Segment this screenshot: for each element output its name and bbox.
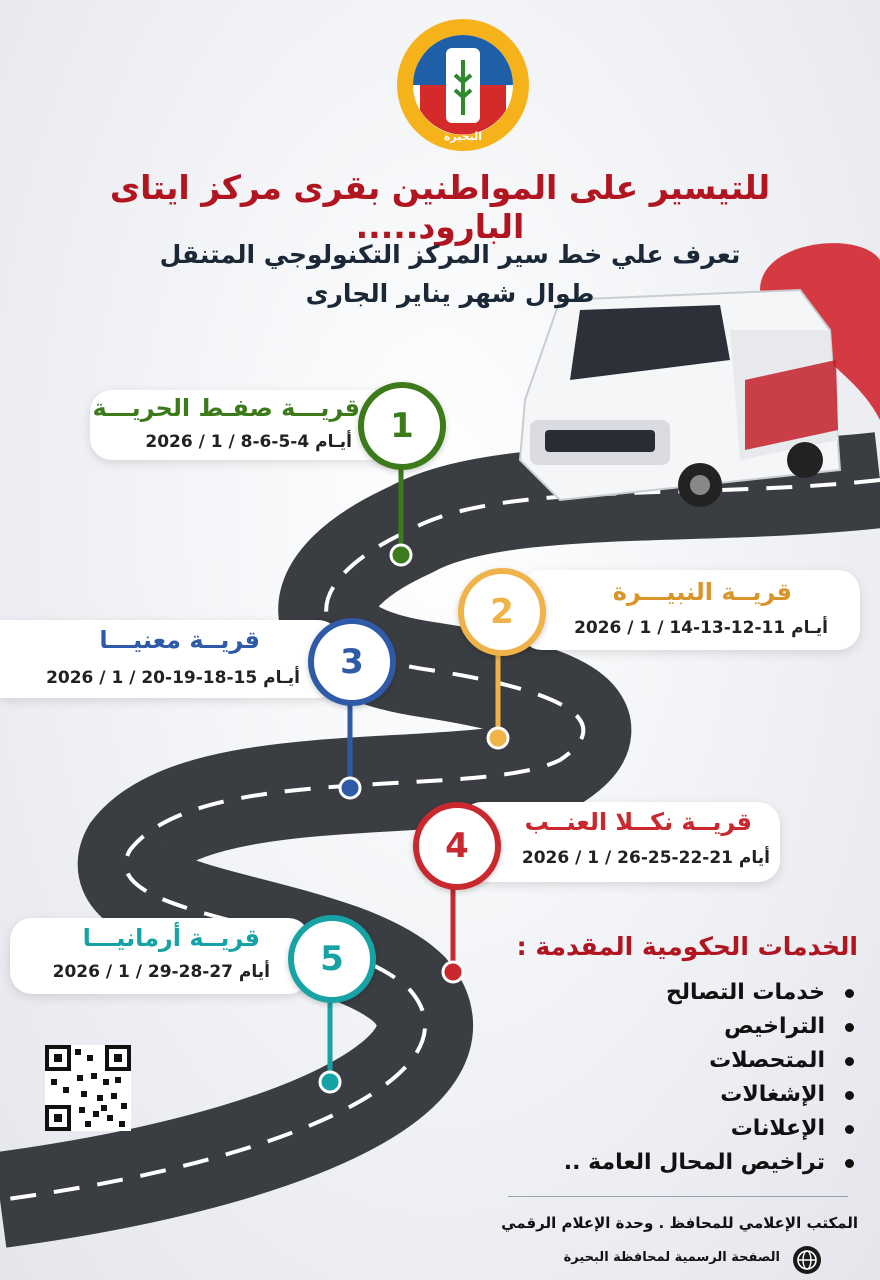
service-item: المتحصلات xyxy=(494,1044,854,1078)
stop-card-3 xyxy=(0,620,340,698)
bullet-icon xyxy=(845,1091,854,1100)
stop-card-2 xyxy=(520,570,860,650)
stop-dates: أيام 21-22-25-26 / 1 / 2026 xyxy=(521,848,770,868)
stop-village-name: قريــة النبيـــرة xyxy=(612,578,792,606)
stop-village-name: قريـــة صفـط الحريـــة xyxy=(92,394,360,422)
subtitle-line-2: طوال شهر يناير الجارى xyxy=(305,279,595,308)
van-illustration xyxy=(520,290,840,507)
bullet-icon xyxy=(845,1057,854,1066)
stop-village-name: قريــة معنيـــا xyxy=(99,626,260,654)
stop-number-2: 2 xyxy=(458,568,546,656)
stop-number-5: 5 xyxy=(288,915,376,1003)
stop-dates: أيـام 11-12-13-14 / 1 / 2026 xyxy=(574,618,828,638)
page-title: للتيسير على المواطنين بقرى مركز ايتاى البارود..... xyxy=(109,168,771,246)
qr-code xyxy=(45,1045,131,1131)
logo-caption: البحيرة xyxy=(443,130,483,143)
stop-number-1: 1 xyxy=(358,382,446,470)
services-title: الخدمات الحكومية المقدمة : xyxy=(516,932,858,961)
service-item: خدمات التصالح xyxy=(494,976,854,1010)
stop-card-5 xyxy=(10,918,310,994)
stop-dates: أيام 27-28-29 / 1 / 2026 xyxy=(52,962,270,982)
stop-number-3: 3 xyxy=(308,618,396,706)
stop-village-name: قريــة أرمانيـــا xyxy=(82,924,260,952)
bullet-icon xyxy=(845,989,854,998)
bullet-icon xyxy=(845,1159,854,1168)
globe-icon[interactable] xyxy=(793,1246,821,1274)
service-item: التراخيص xyxy=(494,1010,854,1044)
subtitle-line-1: تعرف علي خط سير المركز التكنولوجي المتنقل xyxy=(159,240,741,269)
footer-page-link[interactable]: الصفحة الرسمية لمحافظة البحيرة xyxy=(563,1250,780,1265)
service-item: الإعلانات xyxy=(494,1112,854,1146)
stop-number-4: 4 xyxy=(413,802,501,890)
stop-dates: أيـام 4-5-6-8 / 1 / 2026 xyxy=(145,432,352,452)
service-item: تراخيص المحال العامة .. xyxy=(494,1146,854,1180)
bullet-icon xyxy=(845,1023,854,1032)
stop-dates: أيـام 15-18-19-20 / 1 / 2026 xyxy=(46,668,300,688)
footer-divider xyxy=(508,1196,848,1197)
footer-office: المكتب الإعلامي للمحافظ . وحدة الإعلام الرقمي xyxy=(501,1214,858,1232)
stop-card-4 xyxy=(460,802,780,882)
services-list xyxy=(494,976,854,1180)
bullet-icon xyxy=(845,1125,854,1134)
stop-village-name: قريــة نكــلا العنــب xyxy=(524,808,752,836)
service-item: الإشغالات xyxy=(494,1078,854,1112)
